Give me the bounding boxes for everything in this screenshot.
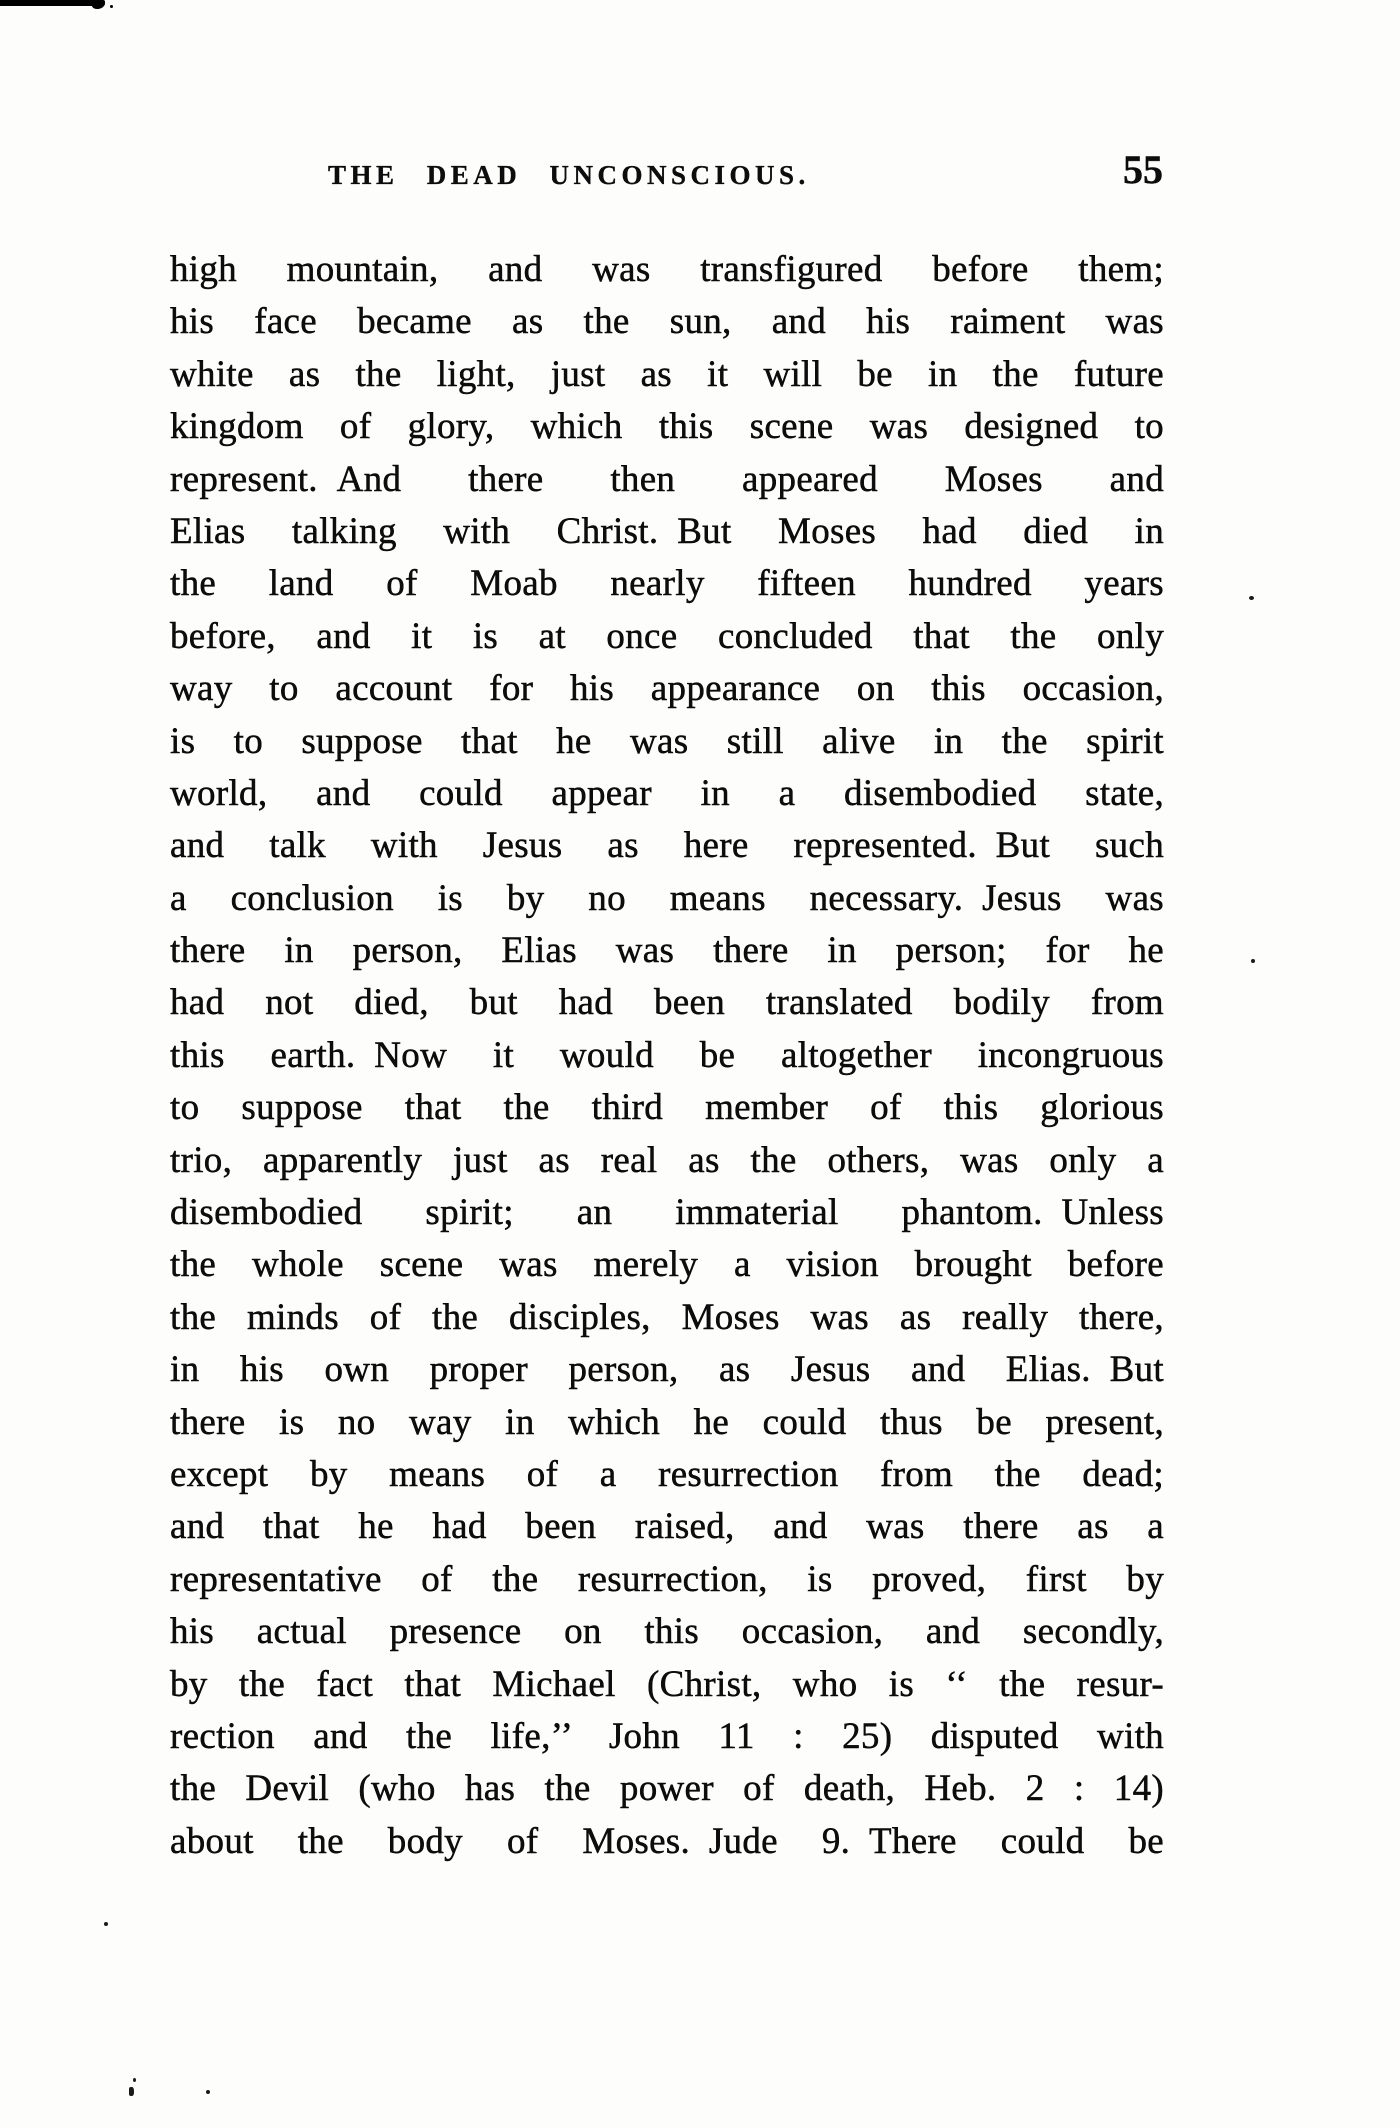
text-line: his face became as the sun, and his raiment was [170, 301, 1164, 343]
page-number: 55 [1123, 147, 1163, 192]
scan-corner-artifact [0, 0, 93, 6]
text-line: Elias talking with Christ. But Moses had died in [170, 510, 1164, 552]
text-line: high mountain, and was transfigured before them; [170, 249, 1164, 290]
text-line: and talk with Jesus as here represented. But such [170, 825, 1164, 867]
scan-corner-artifact [110, 5, 113, 8]
text-line: the whole scene was merely a vision brought before [170, 1244, 1164, 1286]
running-header-title: THE DEAD UNCONSCIOUS. [328, 160, 810, 190]
text-line: in his own proper person, as Jesus and Elias. But [170, 1349, 1164, 1391]
text-line: about the body of Moses. Jude 9. There could be [170, 1820, 1164, 1862]
text-line: represent. And there then appeared Moses and [170, 458, 1164, 500]
scan-speck [1251, 959, 1255, 963]
text-line: the minds of the disciples, Moses was as really there, [170, 1296, 1164, 1338]
scan-speck [206, 2090, 210, 2094]
text-line: white as the light, just as it will be in the future [170, 353, 1164, 395]
scan-speck [104, 1922, 108, 1926]
scan-speck [133, 2078, 136, 2082]
scan-corner-artifact [92, 0, 105, 9]
scan-speck [1249, 596, 1254, 600]
text-line: had not died, but had been translated bodily from [170, 982, 1164, 1024]
text-line: there is no way in which he could thus be present, [170, 1401, 1164, 1443]
text-line: this earth. Now it would be altogether incongruous [170, 1034, 1164, 1076]
text-line: before, and it is at once concluded that the only [170, 615, 1164, 657]
text-line: world, and could appear in a disembodied state, [170, 772, 1164, 814]
body-text [170, 244, 1164, 1868]
text-line: disembodied spirit; an immaterial phantom. Unless [170, 1192, 1164, 1234]
text-line: except by means of a resurrection from the dead; [170, 1453, 1164, 1495]
text-line: the Devil (who has the power of death, Heb. 2 : 14) [170, 1768, 1164, 1810]
text-line: by the fact that Michael (Christ, who is ‘‘ the resur- [170, 1663, 1164, 1705]
text-line: a conclusion is by no means necessary. Jesus was [170, 877, 1164, 919]
scan-speck [129, 2087, 134, 2096]
text-line: way to account for his appearance on this occasion, [170, 668, 1164, 710]
text-line: representative of the resurrection, is proved, first by [170, 1558, 1164, 1600]
text-line: rection and the life,’’ John 11 : 25) disputed with [170, 1715, 1164, 1757]
text-line: and that he had been raised, and was there as a [170, 1506, 1164, 1548]
text-line: there in person, Elias was there in person; for he [170, 930, 1164, 972]
text-line: his actual presence on this occasion, and secondly, [170, 1611, 1164, 1653]
text-line: to suppose that the third member of this glorious [170, 1087, 1164, 1129]
text-line: kingdom of glory, which this scene was designed to [170, 406, 1164, 448]
text-line: is to suppose that he was still alive in the spirit [170, 720, 1164, 762]
text-line: trio, apparently just as real as the others, was only a [170, 1139, 1164, 1181]
text-line: the land of Moab nearly fifteen hundred years [170, 563, 1164, 605]
